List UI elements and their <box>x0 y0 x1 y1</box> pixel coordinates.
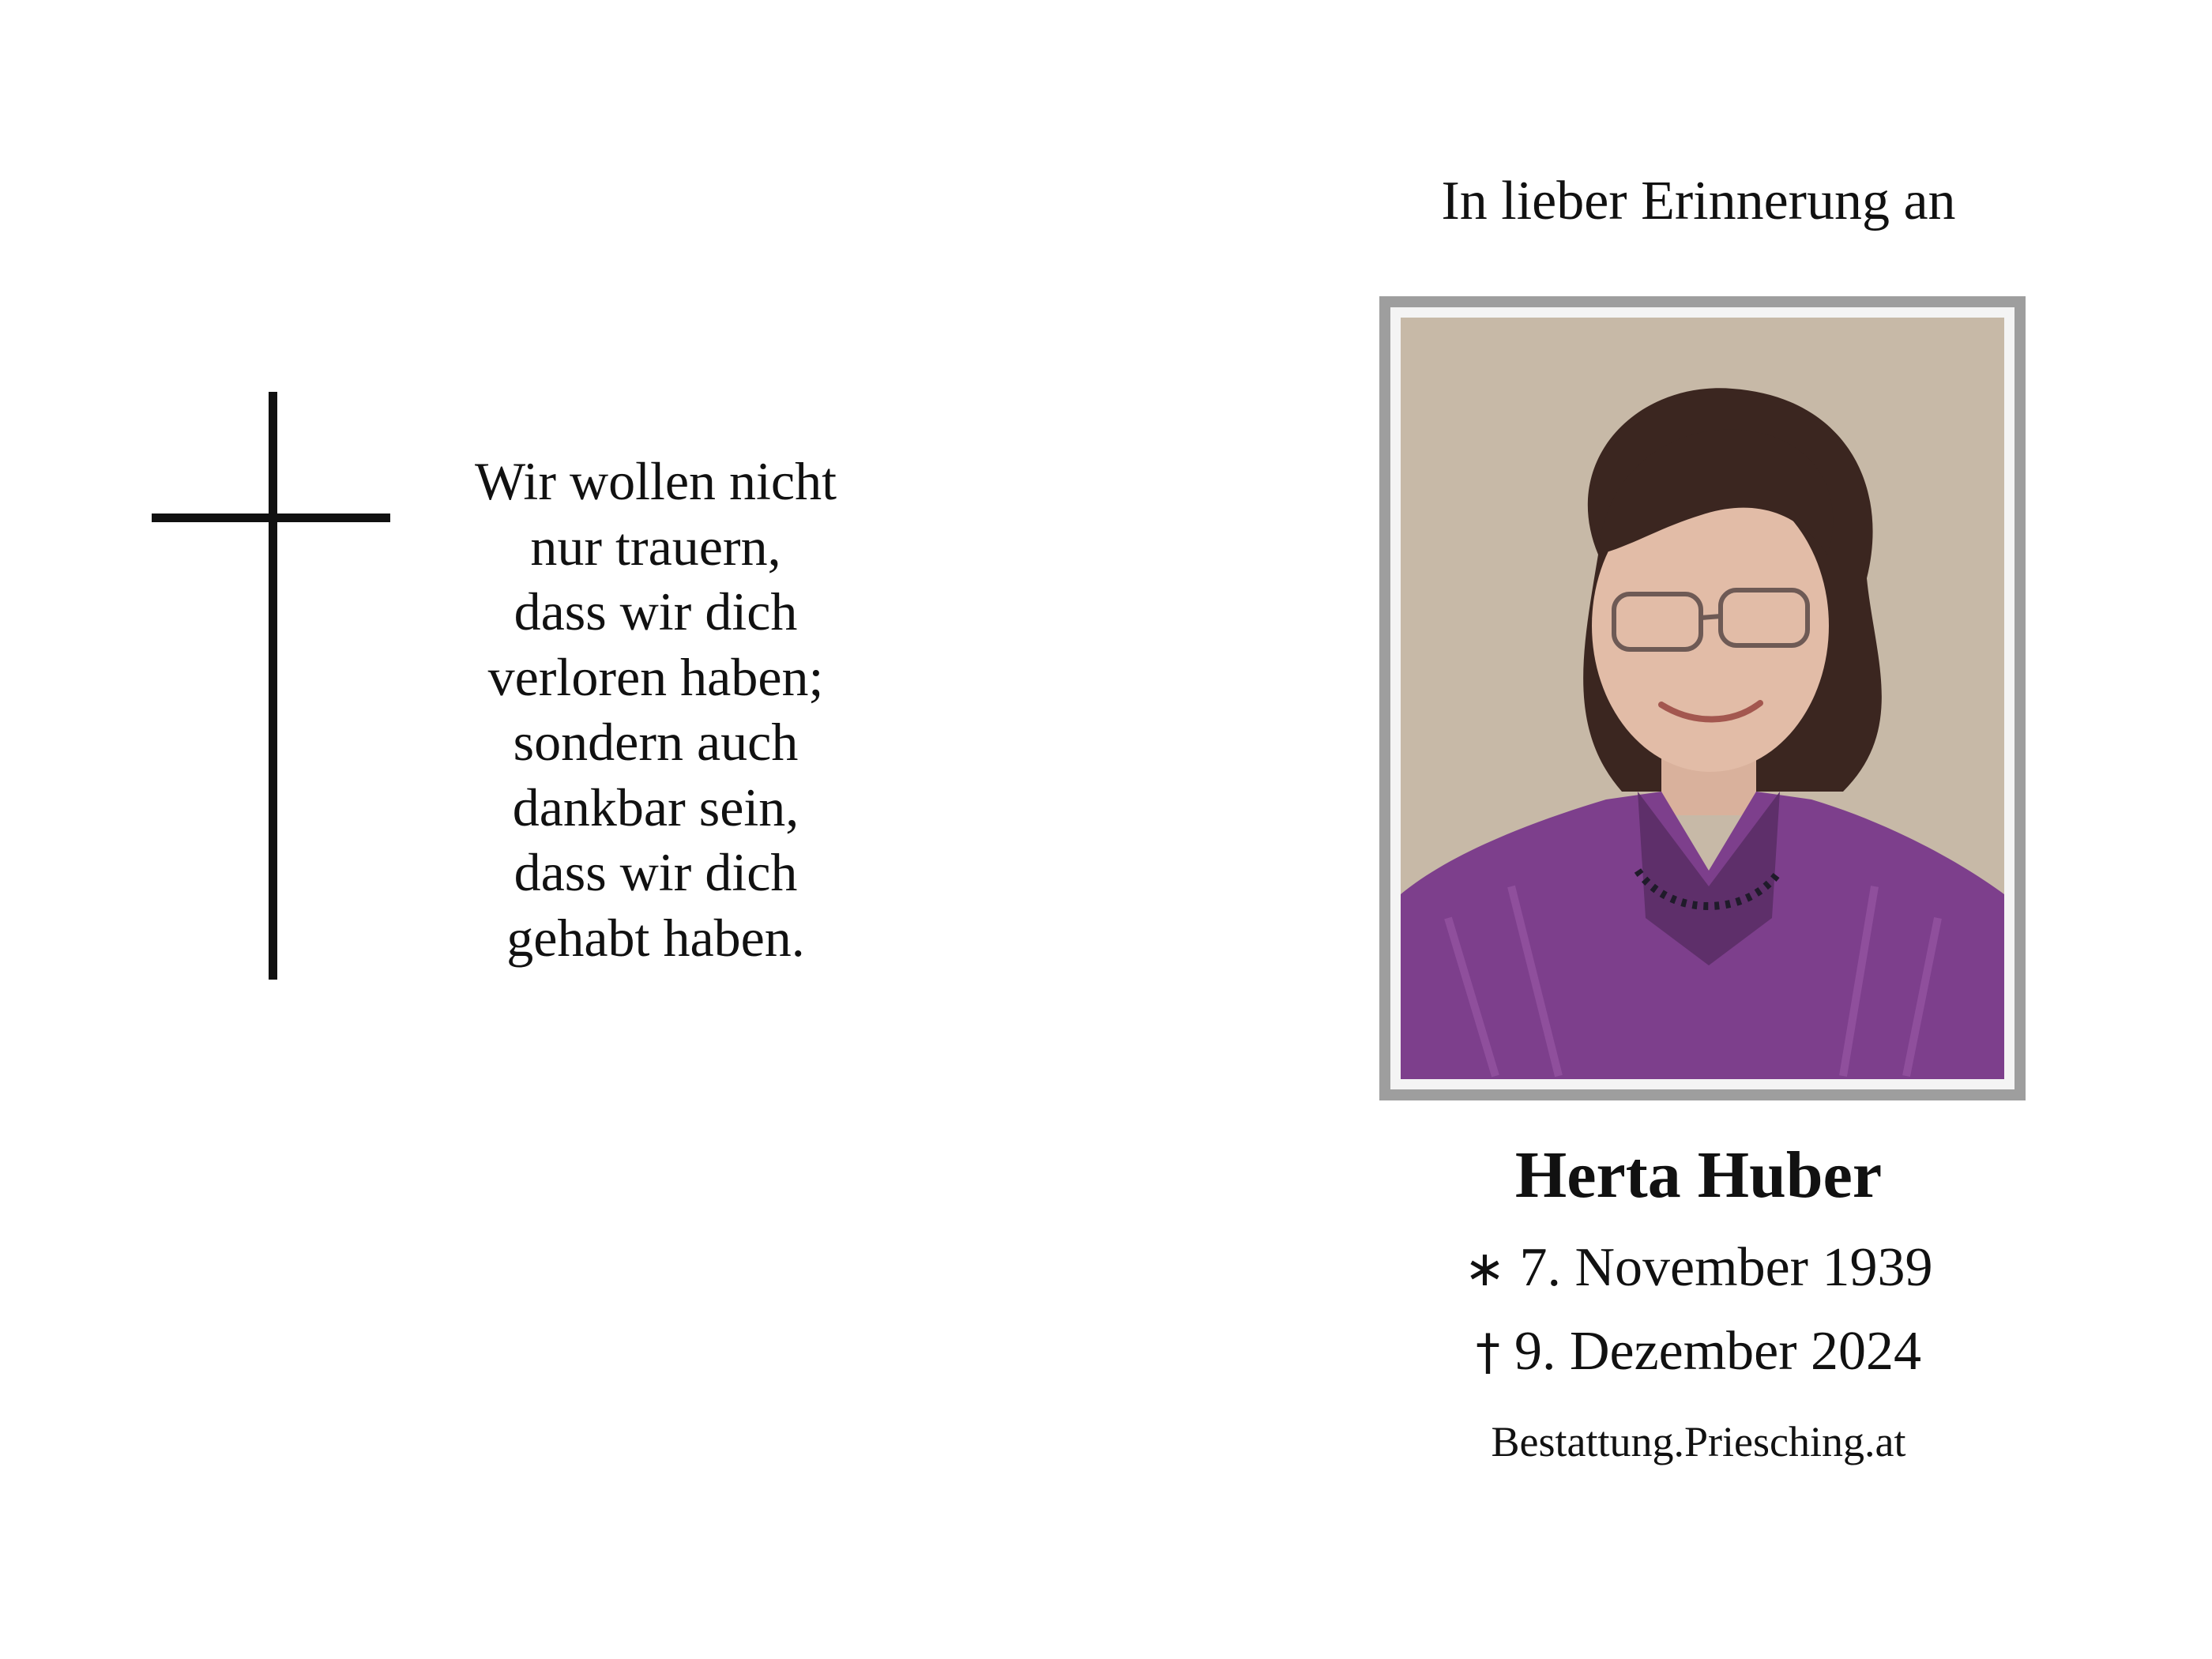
portrait-frame <box>1379 296 2026 1100</box>
poem-line: Wir wollen nicht <box>474 451 837 511</box>
portrait-photo <box>1401 318 2004 1079</box>
birth-date: 7. November 1939 <box>1519 1237 1933 1298</box>
dagger-icon: † <box>1475 1323 1500 1381</box>
poem-line: nur trauern, <box>530 516 781 577</box>
poem-line: verloren haben; <box>487 646 824 707</box>
deceased-name: Herta Huber <box>1514 1138 1883 1212</box>
memorial-poem <box>411 449 901 970</box>
death-date-line <box>1343 1316 2054 1388</box>
cross-horizontal-beam <box>152 514 390 522</box>
poem-line: dankbar sein, <box>512 777 799 837</box>
memorial-cross-icon <box>152 392 390 980</box>
birth-date-line <box>1343 1232 2054 1304</box>
funeral-home-website: Bestattung.Priesching.at <box>1491 1418 1906 1465</box>
poem-line: sondern auch <box>513 712 799 772</box>
asterisk-icon: ∗ <box>1464 1240 1506 1297</box>
poem-line: dass wir dich <box>514 842 798 902</box>
death-date: 9. Dezember 2024 <box>1514 1321 1922 1382</box>
cross-vertical-beam <box>269 392 277 980</box>
memorial-heading: In lieber Erinnerung an <box>1441 171 1956 231</box>
poem-line: dass wir dich <box>514 581 798 641</box>
poem-line: gehabt haben. <box>506 907 805 968</box>
portrait-illustration <box>1401 318 2004 1079</box>
